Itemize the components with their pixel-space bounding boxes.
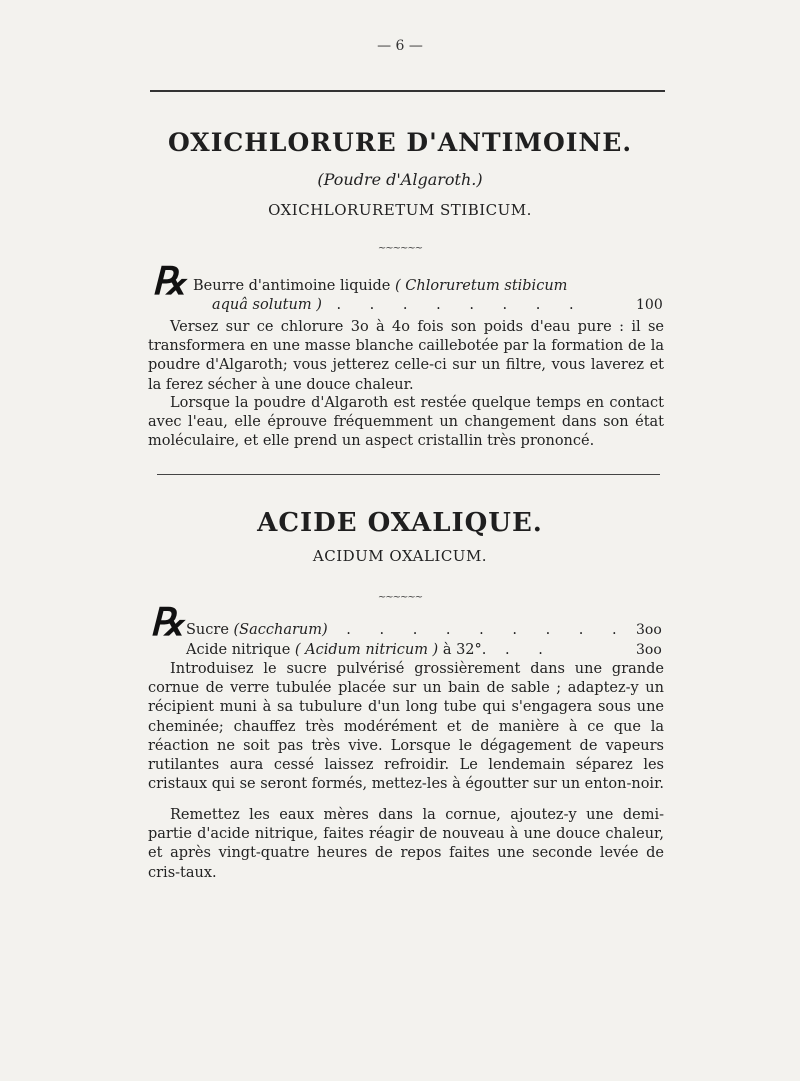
paragraph-text: Remettez les eaux mères dans la cornue, ajoutez-y une demi-partie d'acide nitrique, faites réagir de nouveau à une douce chaleur, et après vingt-quatre heures de repos faites une seconde levée de cris-taux. [148, 807, 664, 881]
ingredient-line [193, 277, 567, 296]
ingredient-name: Beurre d'antimoine liquide [193, 278, 391, 294]
section-title-oxichlorure: OXICHLORURE D'ANTIMOINE. [167, 128, 633, 157]
ingredient-line [186, 641, 555, 660]
ingredient-line-cont [212, 296, 586, 315]
ingredient-extra: à 32°. [442, 642, 487, 658]
leader-dots: . . . . . . . . [336, 297, 586, 313]
paragraph [148, 318, 664, 395]
leader-dots: . . [505, 642, 555, 658]
section-title-acide-oxalique: ACIDE OXALIQUE. [257, 508, 543, 538]
recipe-symbol-icon: ℞ [152, 258, 187, 303]
ingredient-quantity: 100 [636, 297, 663, 313]
paragraph-text: Introduisez le sucre pulvérisé grossièrement dans une grande cornue de verre tubulée placée sur un bain de sable ; adaptez-y un récipient muni à sa tubulure d'un long tube qui s'engagera sous une cheminée; chauffez très modérément et de manière à ce que la réaction ne soit pas très vive. Lorsque le dégagement de vapeurs rutilantes aura cessé laissez refroidir. Le lendemain séparez les cristaux qui se seront formés, mettez-les à égoutter sur un enton-noir. [148, 661, 665, 793]
ingredient-latin: ( Chloruretum stibicum [395, 278, 568, 294]
ornament-divider: ~~~~~~ [377, 592, 423, 603]
ingredient-name: Sucre [186, 622, 229, 638]
paragraph-text: Lorsque la poudre d'Algaroth est restée quelque temps en contact avec l'eau, elle éprouve fréquemment un changement dans son état moléculaire, et elle prend un aspect cristallin très prononcé. [148, 395, 664, 450]
recipe-symbol-icon: ℞ [150, 599, 185, 644]
latin-name-oxalicum: ACIDUM OXALICUM. [312, 547, 488, 565]
ingredient-latin-cont: aquâ solutum ) [212, 297, 322, 313]
page-number: — 6 — [377, 38, 423, 54]
section-divider-rule [157, 474, 660, 475]
header-rule [150, 90, 665, 92]
ornament-divider: ~~~~~~ [377, 243, 423, 254]
leader-dots: . . . . . . . . . [346, 622, 629, 638]
ingredient-line [186, 621, 629, 640]
ingredient-latin: (Saccharum) [233, 622, 328, 638]
paragraph [148, 660, 664, 794]
paragraph [148, 394, 664, 452]
ingredient-latin: ( Acidum nitricum ) [294, 642, 439, 658]
latin-name-stibicum: OXICHLORURETUM STIBICUM. [268, 201, 532, 219]
paragraph [148, 806, 664, 883]
ingredient-quantity: 3oo [636, 622, 662, 638]
section-subtitle-algaroth: (Poudre d'Algaroth.) [317, 170, 483, 189]
ingredient-name: Acide nitrique [186, 642, 291, 658]
paragraph-text: Versez sur ce chlorure 3o à 4o fois son poids d'eau pure : il se transformera en une masse blanche caillebotée par la formation de la poudre d'Algaroth; vous jetterez celle-ci sur un filtre, vous laverez et la ferez sécher à une douce chaleur. [148, 319, 664, 393]
ingredient-quantity: 3oo [636, 642, 662, 658]
